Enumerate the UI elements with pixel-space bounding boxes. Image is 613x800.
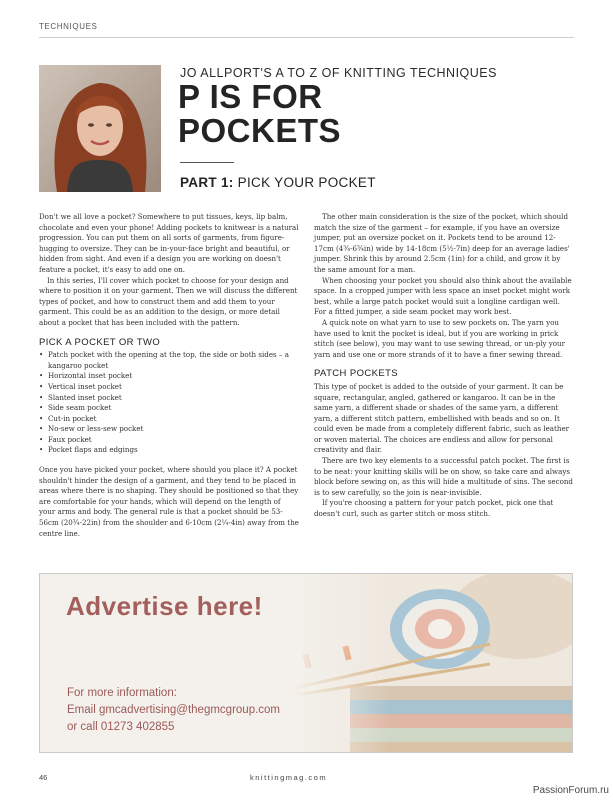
title-line-1: P IS FOR <box>178 78 323 115</box>
watermark: PassionForum.ru <box>532 785 609 796</box>
paragraph: In this series, I'll cover which pocket to choose for your design and where to position it on your garment. Then we will discuss the different types of pocket, and how to construct them and add them to your garment. This could be as an addition to the design, or more detail about a pocket that has been included with the pattern. <box>39 275 298 327</box>
website-link[interactable]: knittingmag.com <box>250 773 328 782</box>
list-item: • Horizontal inset pocket <box>39 371 299 382</box>
section-rule <box>39 37 574 38</box>
ad-contact-info <box>67 685 280 736</box>
list-item: • Faux pocket <box>39 435 299 446</box>
paragraph: This type of pocket is added to the outside of your garment. It can be square, rectangular, angled, gathered or kangaroo. It can be in the same yarn, a different shade or shades of the same yarn, a different yarn, a different stitch pattern, embellished with beads and so on. It could even be made from a completely different fabric, such as leather or woven material. The choices are endless and allow for personal creativity and flair. <box>314 381 570 455</box>
paragraph: A quick note on what yarn to use to sew pockets on. The yarn you have used to knit the pocket is ideal, but if you are working in prick stitch (see below), you may want to use sewing thread, or un-ply your yarn and use one or more strands of it to have a finer sewing thread. <box>314 317 566 359</box>
subtitle-text: PICK YOUR POCKET <box>233 175 376 190</box>
section-heading: PICK A POCKET OR TWO <box>39 336 161 348</box>
ad-phone[interactable]: or call 01273 402855 <box>67 721 175 733</box>
yarn-photo <box>290 574 573 753</box>
paragraph: If you're choosing a pattern for your patch pocket, pick one that doesn't curl, such as garter stitch or moss stitch. <box>314 498 554 519</box>
paragraph: The other main consideration is the size of the pocket, which should match the size of the garment – for example, if you have an oversize jumper, put an oversize pocket on it. Pockets tend to be around 12-17cm (4¾-6¾in) wide by 14-18cm (5½-7in) deep for an average ladies' jumper. Shrink this by around 2.5cm (1in) for a child, and grow it by the same amount for a man. <box>314 212 570 274</box>
article-subtitle <box>180 175 376 190</box>
ad-headline: Advertise here! <box>66 591 263 621</box>
paragraph: There are two key elements to a successful patch pocket. The first is to be neat: your knitting skills will be on show, so take care and always block before sewing on, as this will hide a multitude of sins. The second is to sew carefully, so the join is near-invisible. <box>314 456 573 497</box>
list-item: • Side seam pocket <box>39 403 299 414</box>
section-heading: PATCH POCKETS <box>314 368 399 380</box>
list-item: • Slanted inset pocket <box>39 393 299 404</box>
article-kicker: JO ALLPORT'S A TO Z OF KNITTING TECHNIQUES <box>180 66 497 80</box>
ad-email-link[interactable]: Email gmcadvertising@thegmcgroup.com <box>67 704 281 716</box>
list-item: • Cut-in pocket <box>39 414 299 425</box>
list-item: • Patch pocket with the opening at the top, the side or both sides – a kangaroo pocket <box>39 350 299 371</box>
list-item: • Pocket flaps and edgings <box>39 445 299 456</box>
paragraph: Once you have picked your pocket, where should you place it? A pocket shouldn't hinder the design of a garment, and they tend to be placed in areas where there is no shaping. They should be positioned so that they are comfortable for your hands, which will depend on the length of your arms and body. The general rule is that a pocket should be 53-56cm (20¾-22in) from the shoulder and 6-10cm (2¼-4in) away from the centre line. <box>39 465 299 538</box>
ad-info-label: For more information: <box>67 687 177 699</box>
subtitle-part: PART 1: <box>180 175 234 190</box>
left-column <box>39 212 299 539</box>
article-title <box>178 80 341 148</box>
title-rule <box>180 162 234 163</box>
page-number: 46 <box>39 773 48 782</box>
author-portrait <box>39 65 161 192</box>
paragraph: When choosing your pocket you should also think about the available space. In a cropped jumper with less space an inset pocket might work best, while a large patch pocket would suit a longline cardigan well. For a fitted jumper, a side seam pocket may work best. <box>314 275 572 317</box>
title-line-2: POCKETS <box>178 112 342 149</box>
paragraph: Don't we all love a pocket? Somewhere to put tissues, keys, lip balm, chocolate and even your phone! Adding pockets to knitwear is a natural progression. You can put them on all sorts of garments, from figure-hugging to oversize. They can be in-your-face bright and beautiful, or hidden from sight. And even if a design you are working on doesn't feature a pocket, it's easy to add one on. <box>39 212 299 274</box>
list-item: • Vertical inset pocket <box>39 382 299 393</box>
right-column <box>314 212 574 520</box>
advertisement[interactable] <box>39 573 573 753</box>
list-item: • No-sew or less-sew pocket <box>39 424 299 435</box>
section-tag: TECHNIQUES <box>39 22 98 31</box>
pocket-types-list <box>39 350 299 456</box>
